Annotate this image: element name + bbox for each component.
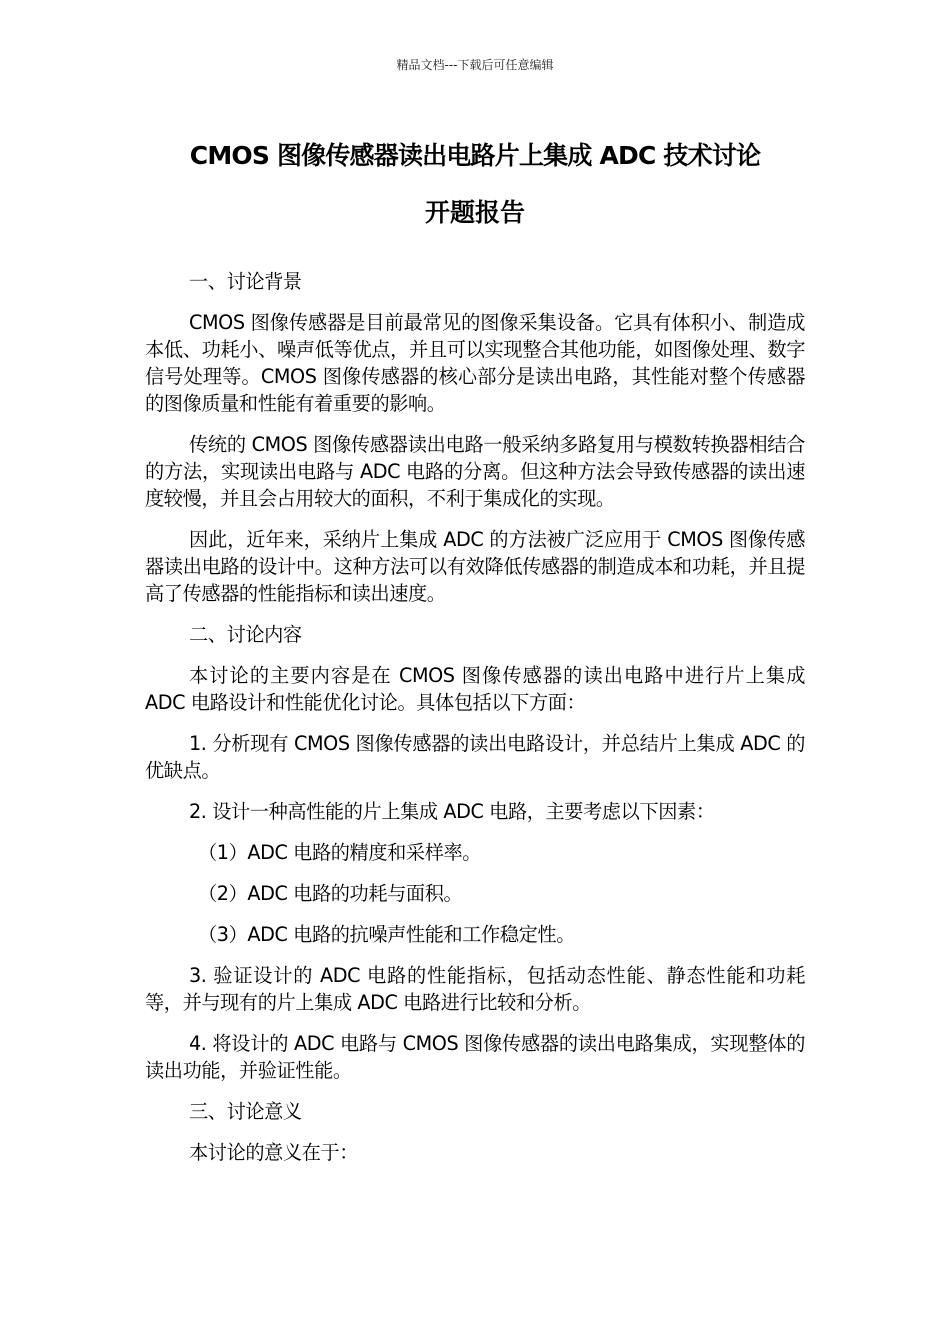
list-item-2: 2. 设计一种高性能的片上集成 ADC 电路，主要考虑以下因素： — [189, 800, 715, 823]
document-title-line-2: 开题报告 — [424, 198, 525, 227]
paragraph-content-intro: 本讨论的主要内容是在 CMOS 图像传感器的读出电路中进行片上集成 ADC 电路设计和性能优化讨论。具体包括以下方面： — [145, 664, 805, 714]
paragraph-significance-intro: 本讨论的意义在于： — [189, 1141, 359, 1164]
sub-item-3: （3）ADC 电路的抗噪声性能和工作稳定性。 — [198, 923, 575, 946]
section-heading-background: 一、讨论背景 — [189, 270, 302, 293]
page-header: 精品文档---下载后可任意编辑 — [396, 58, 554, 72]
sub-item-1: （1）ADC 电路的精度和采样率。 — [198, 841, 482, 864]
paragraph-on-chip-adc: 因此，近年来，采纳片上集成 ADC 的方法被广泛应用于 CMOS 图像传感器读出电路的设计中。这种方法可以有效降低传感器的制造成本和功耗，并且提高了传感器的性能指标和读出速度。 — [145, 528, 805, 605]
sub-item-2: （2）ADC 电路的功耗与面积。 — [198, 882, 463, 905]
list-item-4: 4. 将设计的 ADC 电路与 CMOS 图像传感器的读出电路集成，实现整体的读出功能，并验证性能。 — [145, 1032, 805, 1082]
list-item-1: 1. 分析现有 CMOS 图像传感器的读出电路设计，并总结片上集成 ADC 的优缺点。 — [145, 732, 805, 782]
section-heading-content: 二、讨论内容 — [189, 623, 302, 646]
document-body — [145, 268, 805, 1180]
document-title-line-1: CMOS 图像传感器读出电路片上集成 ADC 技术讨论 — [189, 141, 761, 170]
paragraph-cmos-intro: CMOS 图像传感器是目前最常见的图像采集设备。它具有体积小、制造成本低、功耗小、噪声低等优点，并且可以实现整合其他功能，如图像处理、数字信号处理等。CMOS 图像传感器的核心部分是读出电路，其性能对整个传感器的图像质量和性能有着重要的影响。 — [145, 311, 805, 415]
list-item-3: 3. 验证设计的 ADC 电路的性能指标，包括动态性能、静态性能和功耗等，并与现有的片上集成 ADC 电路进行比较和分析。 — [145, 964, 805, 1014]
paragraph-traditional-readout: 传统的 CMOS 图像传感器读出电路一般采纳多路复用与模数转换器相结合的方法，实现读出电路与 ADC 电路的分离。但这种方法会导致传感器的读出速度较慢，并且会占用较大的面积，不利于集成化的实现。 — [145, 433, 805, 510]
section-heading-significance: 三、讨论意义 — [189, 1100, 302, 1123]
